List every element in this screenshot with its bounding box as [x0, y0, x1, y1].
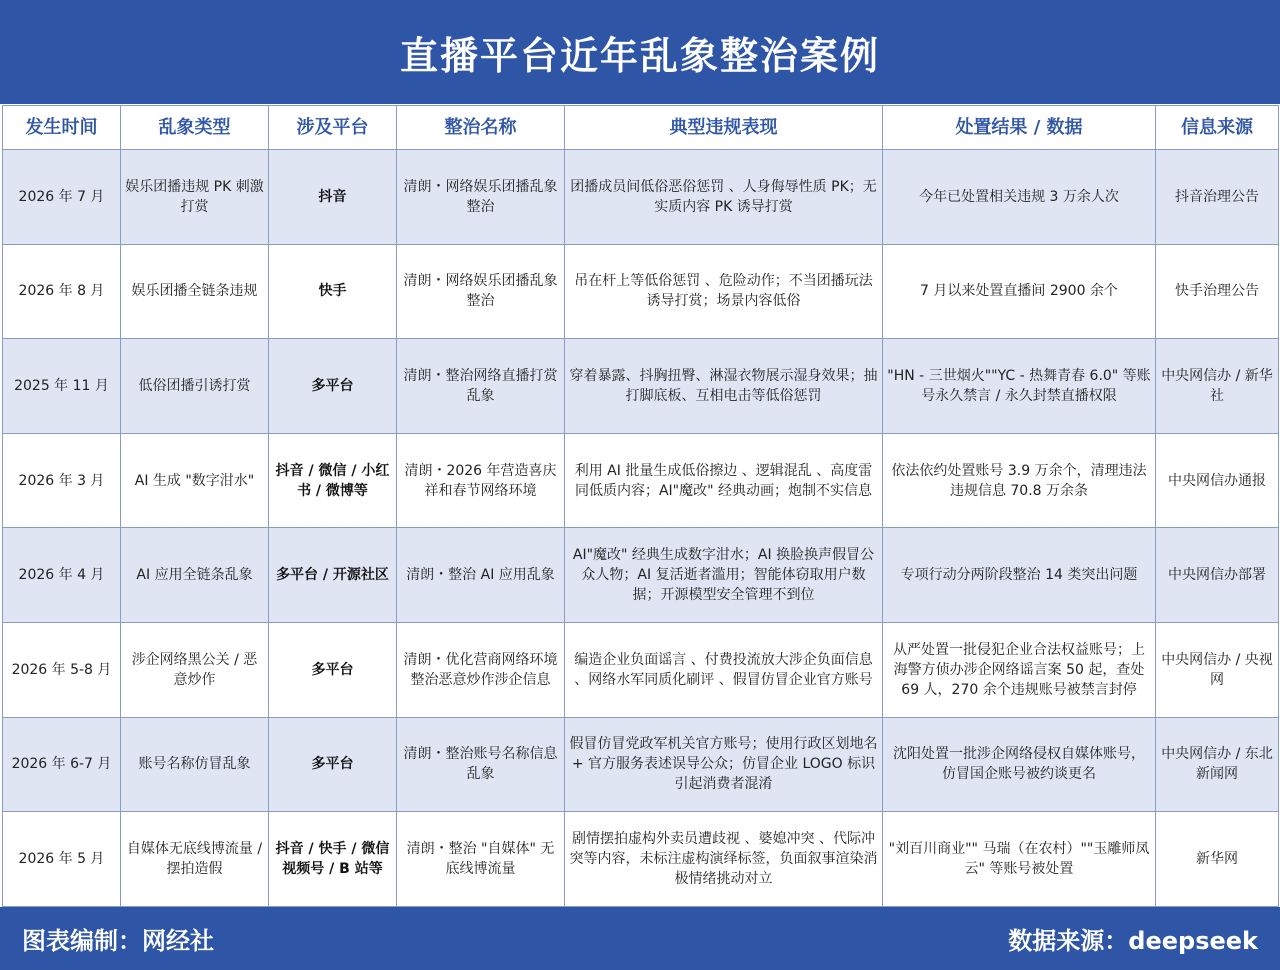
cell-time: 2026 年 8 月	[3, 244, 121, 339]
cell-result: 依法依约处置账号 3.9 万余个，清理违法违规信息 70.8 万余条	[883, 433, 1156, 528]
cell-result: 今年已处置相关违规 3 万余人次	[883, 150, 1156, 245]
cell-campaign: 清朗・整治 AI 应用乱象	[397, 528, 565, 623]
cell-type: 低俗团播引诱打赏	[121, 339, 269, 434]
header-platform: 涉及平台	[269, 106, 397, 150]
cell-source: 中央网信办 / 新华社	[1156, 339, 1279, 434]
cell-type: AI 生成 "数字泔水"	[121, 433, 269, 528]
cell-campaign: 清朗・整治账号名称信息乱象	[397, 717, 565, 812]
cell-behavior: 吊在杆上等低俗惩罚 、危险动作；不当团播玩法诱导打赏；场景内容低俗	[565, 244, 883, 339]
cell-type: 娱乐团播违规 PK 刺激打赏	[121, 150, 269, 245]
page-title: 直播平台近年乱象整治案例	[399, 33, 880, 78]
footer-credit: 图表编制：网经社	[22, 927, 214, 955]
cell-source: 中央网信办 / 东北新闻网	[1156, 717, 1279, 812]
cell-behavior: 利用 AI 批量生成低俗擦边 、逻辑混乱 、高度雷同低质内容；AI"魔改" 经典动画；炮制不实信息	[565, 433, 883, 528]
cell-campaign: 清朗・整治 "自媒体" 无底线博流量	[397, 812, 565, 907]
cell-source: 中央网信办 / 央视网	[1156, 622, 1279, 717]
cell-platform: 多平台	[269, 622, 397, 717]
cell-type: 娱乐团播全链条违规	[121, 244, 269, 339]
cell-time: 2025 年 11 月	[3, 339, 121, 434]
cell-source: 中央网信办通报	[1156, 433, 1279, 528]
cell-behavior: 穿着暴露、抖胸扭臀、淋湿衣物展示湿身效果；抽打脚底板、互相电击等低俗惩罚	[565, 339, 883, 434]
cell-platform: 快手	[269, 244, 397, 339]
cell-platform: 抖音 / 微信 / 小红书 / 微博等	[269, 433, 397, 528]
cell-source: 新华网	[1156, 812, 1279, 907]
cell-behavior: 团播成员间低俗恶俗惩罚 、人身侮辱性质 PK；无实质内容 PK 诱导打赏	[565, 150, 883, 245]
cell-time: 2026 年 6-7 月	[3, 717, 121, 812]
cell-platform: 抖音 / 快手 / 微信视频号 / B 站等	[269, 812, 397, 907]
table-row	[3, 622, 1279, 717]
cell-campaign: 清朗・网络娱乐团播乱象整治	[397, 150, 565, 245]
cell-type: AI 应用全链条乱象	[121, 528, 269, 623]
cell-time: 2026 年 4 月	[3, 528, 121, 623]
header-time: 发生时间	[3, 106, 121, 150]
cell-type: 账号名称仿冒乱象	[121, 717, 269, 812]
cell-platform: 抖音	[269, 150, 397, 245]
cell-result: 从严处置一批侵犯企业合法权益账号；上海警方侦办涉企网络谣言案 50 起，查处 69 人，270 余个违规账号被禁言封停	[883, 622, 1156, 717]
cell-type: 涉企网络黑公关 / 恶意炒作	[121, 622, 269, 717]
table-row	[3, 812, 1279, 907]
cell-type: 自媒体无底线博流量 / 摆拍造假	[121, 812, 269, 907]
cell-result: "刘百川商业"" 马瑞（在农村）""玉雕师凤云" 等账号被处置	[883, 812, 1156, 907]
cell-campaign: 清朗・网络娱乐团播乱象整治	[397, 244, 565, 339]
cell-time: 2026 年 5 月	[3, 812, 121, 907]
footer-source: 数据来源：deepseek	[1008, 927, 1258, 955]
table-row	[3, 433, 1279, 528]
cell-source: 快手治理公告	[1156, 244, 1279, 339]
header-type: 乱象类型	[121, 106, 269, 150]
cell-behavior: 假冒仿冒党政军机关官方账号；使用行政区划地名 + 官方服务表述误导公众；仿冒企业 LOGO 标识引起消费者混淆	[565, 717, 883, 812]
cell-source: 抖音治理公告	[1156, 150, 1279, 245]
cell-time: 2026 年 5-8 月	[3, 622, 121, 717]
title-bar	[0, 0, 1280, 104]
cell-campaign: 清朗・2026 年营造喜庆祥和春节网络环境	[397, 433, 565, 528]
table-row	[3, 339, 1279, 434]
cell-platform: 多平台	[269, 717, 397, 812]
cell-behavior: 剧情摆拍虚构外卖员遭歧视 、婆媳冲突 、代际冲突等内容，未标注虚构演绎标签，负面叙事渲染消极情绪挑动对立	[565, 812, 883, 907]
cell-result: 7 月以来处置直播间 2900 余个	[883, 244, 1156, 339]
header-result: 处置结果 / 数据	[883, 106, 1156, 150]
table-row	[3, 150, 1279, 245]
cell-behavior: 编造企业负面谣言 、付费投流放大涉企负面信息 、网络水军同质化刷评 、假冒仿冒企业官方账号	[565, 622, 883, 717]
header-campaign: 整治名称	[397, 106, 565, 150]
footer-bar	[0, 907, 1280, 970]
cases-table	[2, 105, 1279, 907]
cell-behavior: AI"魔改" 经典生成数字泔水；AI 换脸换声假冒公众人物；AI 复活逝者滥用；智能体窃取用户数据；开源模型安全管理不到位	[565, 528, 883, 623]
table-row	[3, 244, 1279, 339]
cell-time: 2026 年 3 月	[3, 433, 121, 528]
cell-result: "HN - 三世烟火""YC - 热舞青春 6.0" 等账号永久禁言 / 永久封禁直播权限	[883, 339, 1156, 434]
header-source: 信息来源	[1156, 106, 1279, 150]
cell-campaign: 清朗・整治网络直播打赏乱象	[397, 339, 565, 434]
cell-result: 沈阳处置一批涉企网络侵权自媒体账号，仿冒国企账号被约谈更名	[883, 717, 1156, 812]
cell-platform: 多平台	[269, 339, 397, 434]
table-row	[3, 717, 1279, 812]
cell-source: 中央网信办部署	[1156, 528, 1279, 623]
table-row	[3, 528, 1279, 623]
cell-result: 专项行动分两阶段整治 14 类突出问题	[883, 528, 1156, 623]
cell-campaign: 清朗・优化营商网络环境整治恶意炒作涉企信息	[397, 622, 565, 717]
cell-platform: 多平台 / 开源社区	[269, 528, 397, 623]
cell-time: 2026 年 7 月	[3, 150, 121, 245]
header-behavior: 典型违规表现	[565, 106, 883, 150]
table-header-row	[3, 106, 1279, 150]
